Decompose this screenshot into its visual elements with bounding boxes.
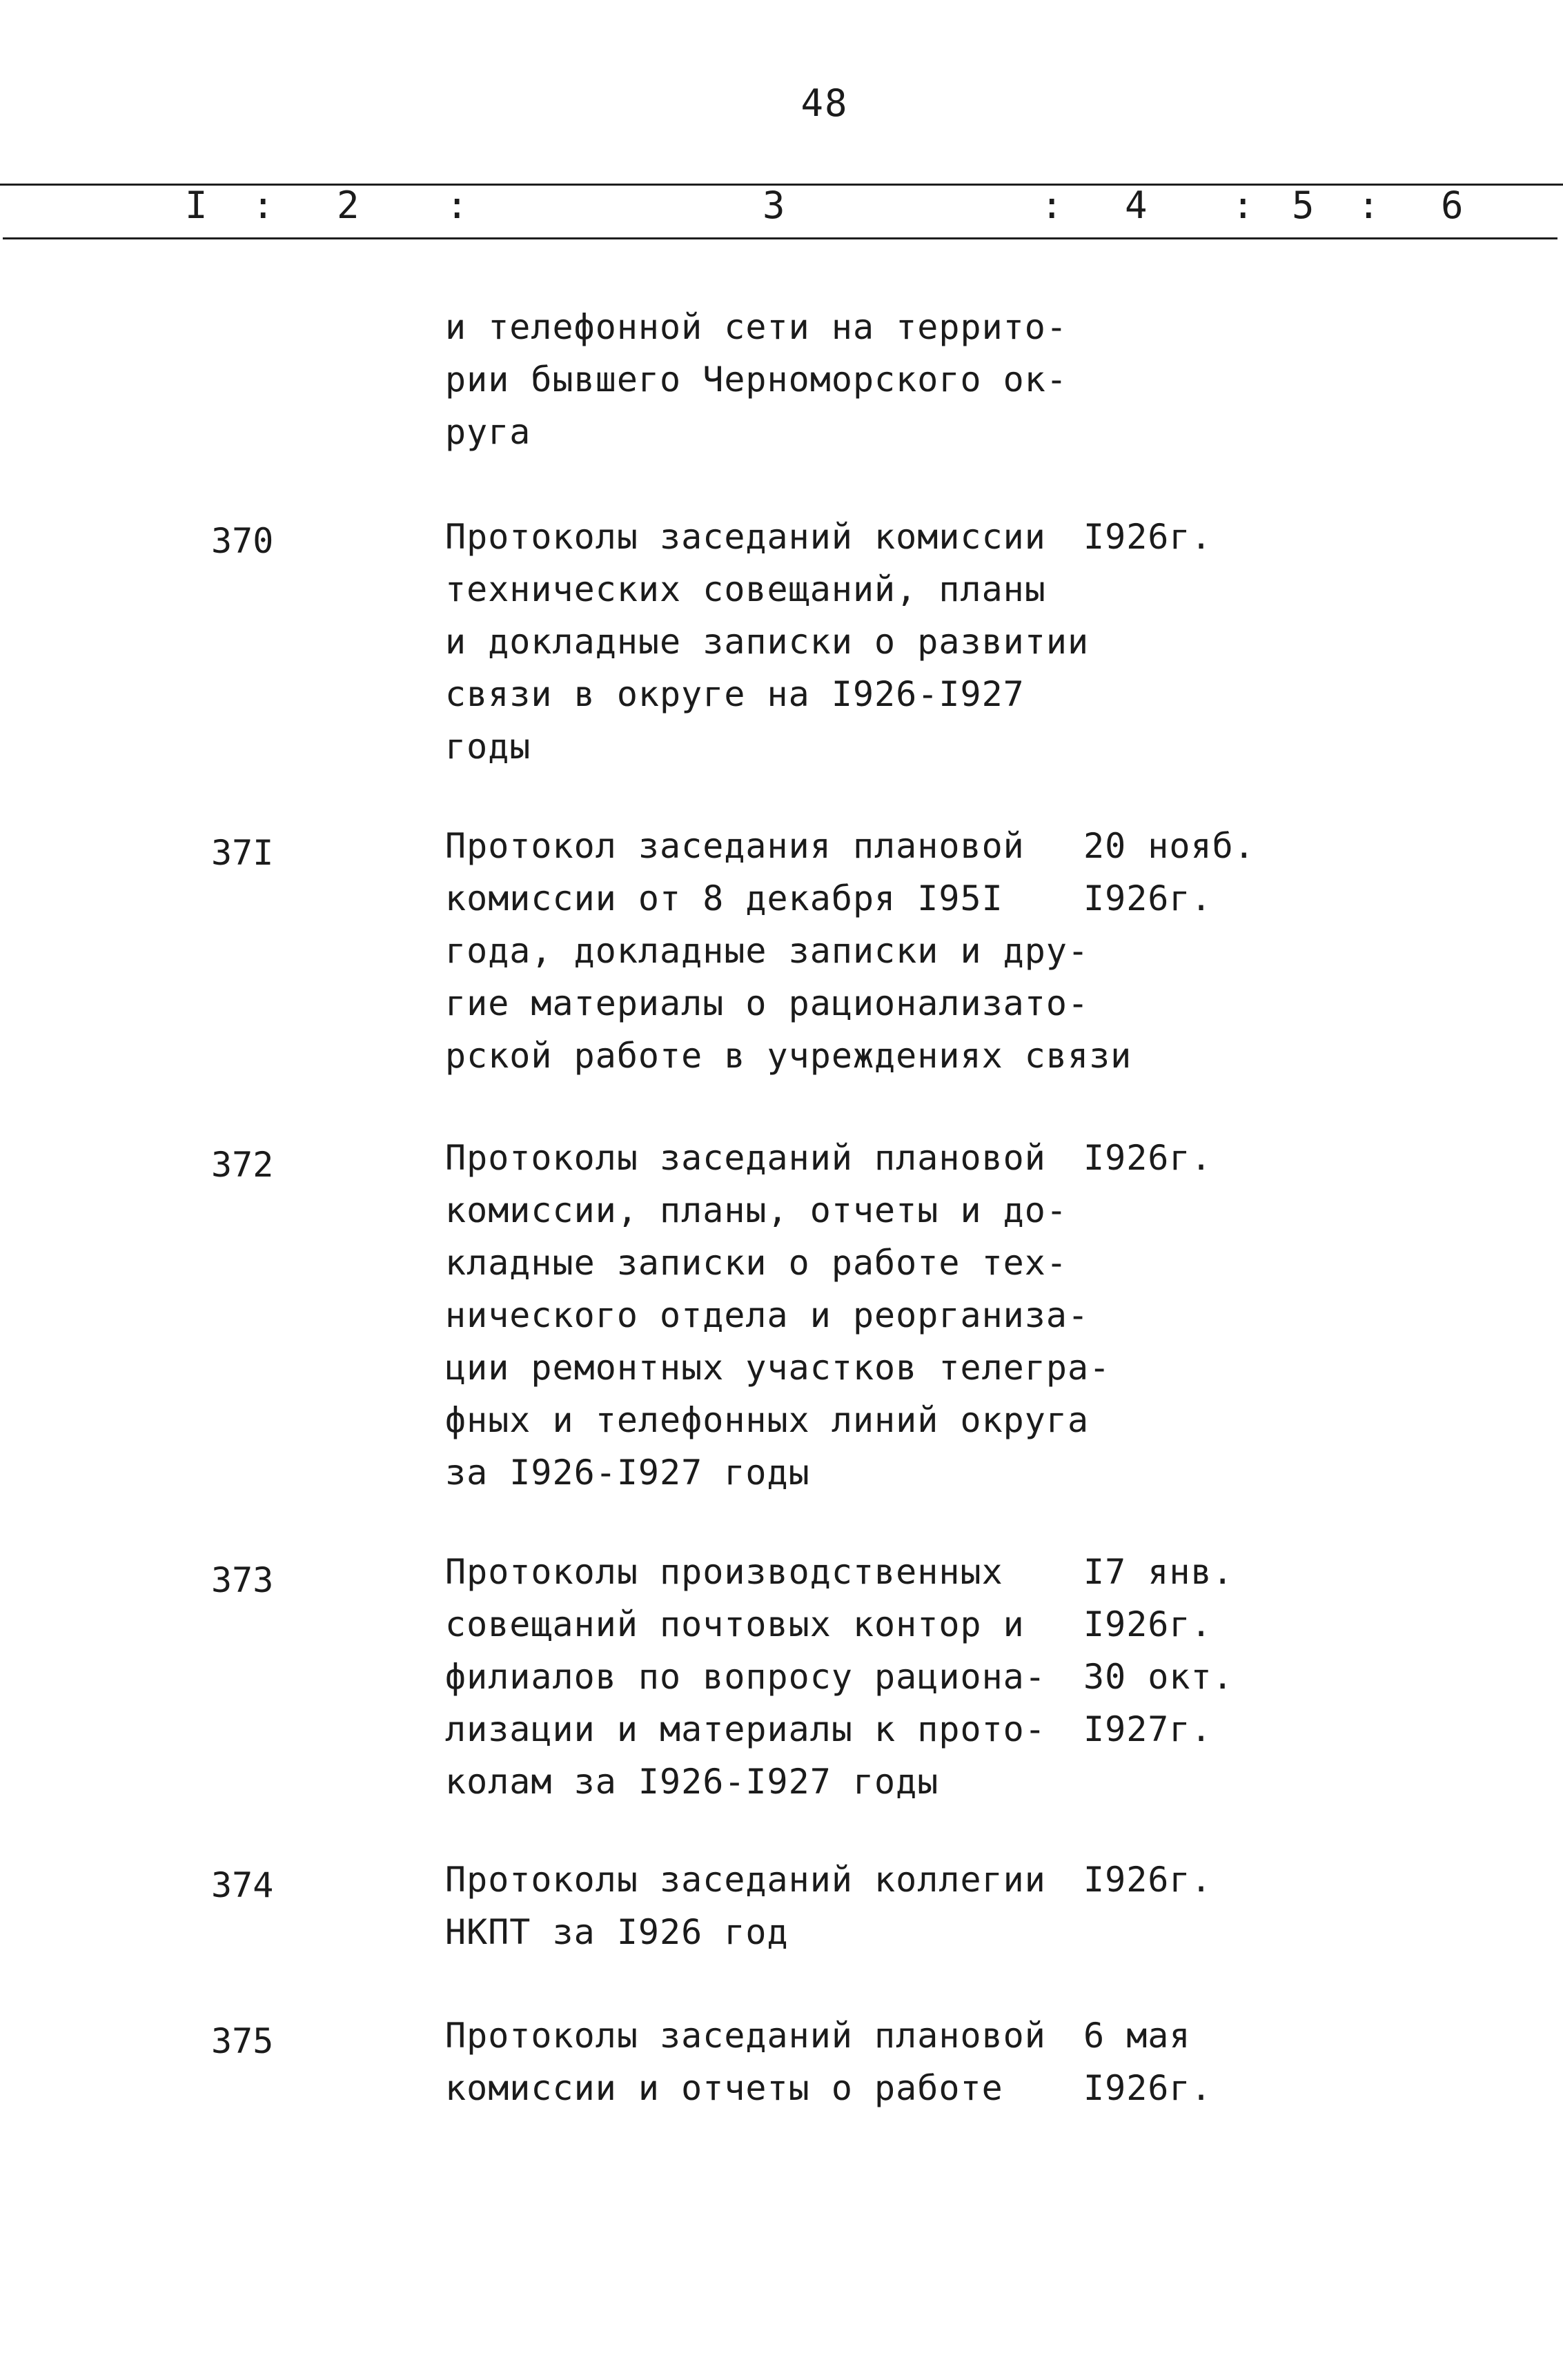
- text-line: рии бывшего Черноморского ок-: [445, 360, 1068, 400]
- column-header-5: 5: [1292, 184, 1315, 227]
- date-line: I926г.: [1083, 1138, 1212, 1178]
- entry-date: [1083, 2009, 1346, 2114]
- column-separator: :: [1232, 184, 1255, 227]
- text-line: и докладные записки о развитии: [445, 622, 1090, 662]
- text-line: НКПТ за I926 год: [445, 1912, 789, 1952]
- date-line: I927г.: [1083, 1709, 1212, 1749]
- text-line: комиссии, планы, отчеты и до-: [445, 1190, 1068, 1230]
- entry-number: 372: [211, 1145, 274, 1185]
- text-line: гие материалы о рационализато-: [445, 983, 1090, 1023]
- text-line: Протоколы производственных: [445, 1552, 1003, 1592]
- column-separator: :: [1357, 184, 1380, 227]
- page-number: 48: [800, 81, 849, 125]
- text-line: совещаний почтовых контор и: [445, 1604, 1025, 1644]
- text-line: фных и телефонных линий округа: [445, 1400, 1090, 1440]
- entry-title: [445, 511, 1108, 773]
- continuation-text: [445, 301, 1108, 458]
- date-line: 20 нояб.: [1083, 826, 1255, 866]
- text-line: комиссии и отчеты о работе: [445, 2068, 1003, 2108]
- text-line: нического отдела и реорганиза-: [445, 1295, 1090, 1335]
- date-line: I926г.: [1083, 878, 1212, 918]
- text-line: годы: [445, 727, 531, 767]
- text-line: года, докладные записки и дру-: [445, 931, 1090, 971]
- date-line: 30 окт.: [1083, 1657, 1234, 1697]
- text-line: руга: [445, 412, 531, 452]
- column-separator: :: [1041, 184, 1063, 227]
- text-line: Протоколы заседаний плановой: [445, 1138, 1046, 1178]
- date-line: 6 мая: [1083, 2016, 1191, 2056]
- column-separator: :: [446, 184, 469, 227]
- entry-title: [445, 2009, 1108, 2114]
- text-line: лизации и материалы к прото-: [445, 1709, 1046, 1749]
- date-line: I926г.: [1083, 1604, 1212, 1644]
- entry-date: [1083, 511, 1346, 563]
- text-line: кладные записки о работе тех-: [445, 1243, 1068, 1283]
- entry-title: [445, 1546, 1108, 1808]
- entry-number: 37I: [211, 833, 274, 873]
- entry-title: [445, 1132, 1111, 1499]
- text-line: и телефонной сети на террито-: [445, 307, 1068, 347]
- entry-date: [1083, 1546, 1346, 1756]
- column-header-2: 2: [337, 184, 360, 227]
- entry-date: [1083, 1853, 1346, 1906]
- text-line: технических совещаний, планы: [445, 569, 1046, 609]
- entry-date: [1083, 1132, 1346, 1184]
- entry-date: [1083, 820, 1346, 925]
- date-line: I926г.: [1083, 517, 1212, 557]
- date-line: I926г.: [1083, 1860, 1212, 1900]
- column-separator: :: [252, 184, 275, 227]
- date-line: I926г.: [1083, 2068, 1212, 2108]
- text-line: Протоколы заседаний плановой: [445, 2016, 1046, 2056]
- date-line: I7 янв.: [1083, 1552, 1234, 1592]
- text-line: Протоколы заседаний комиссии: [445, 517, 1046, 557]
- text-line: Протокол заседания плановой: [445, 826, 1025, 866]
- column-header-1: I: [185, 184, 208, 227]
- entry-number: 373: [211, 1560, 274, 1600]
- text-line: колам за I926-I927 годы: [445, 1762, 939, 1802]
- entry-title: [445, 1853, 1108, 1958]
- entry-number: 370: [211, 521, 274, 561]
- entry-number: 375: [211, 2021, 274, 2061]
- text-line: рской работе в учреждениях связи: [445, 1036, 1132, 1076]
- entry-number: 374: [211, 1865, 274, 1905]
- text-line: комиссии от 8 декабря I95I: [445, 878, 1003, 918]
- header-bottom-rule: [3, 237, 1557, 239]
- column-header-3: 3: [763, 184, 785, 227]
- column-header-4: 4: [1125, 184, 1148, 227]
- entry-title: [445, 820, 1132, 1082]
- text-line: филиалов по вопросу рациона-: [445, 1657, 1046, 1697]
- text-line: за I926-I927 годы: [445, 1453, 810, 1493]
- column-header-6: 6: [1441, 184, 1464, 227]
- text-line: ции ремонтных участков телегра-: [445, 1348, 1111, 1388]
- text-line: связи в округе на I926-I927: [445, 674, 1025, 714]
- text-line: Протоколы заседаний коллегии: [445, 1860, 1046, 1900]
